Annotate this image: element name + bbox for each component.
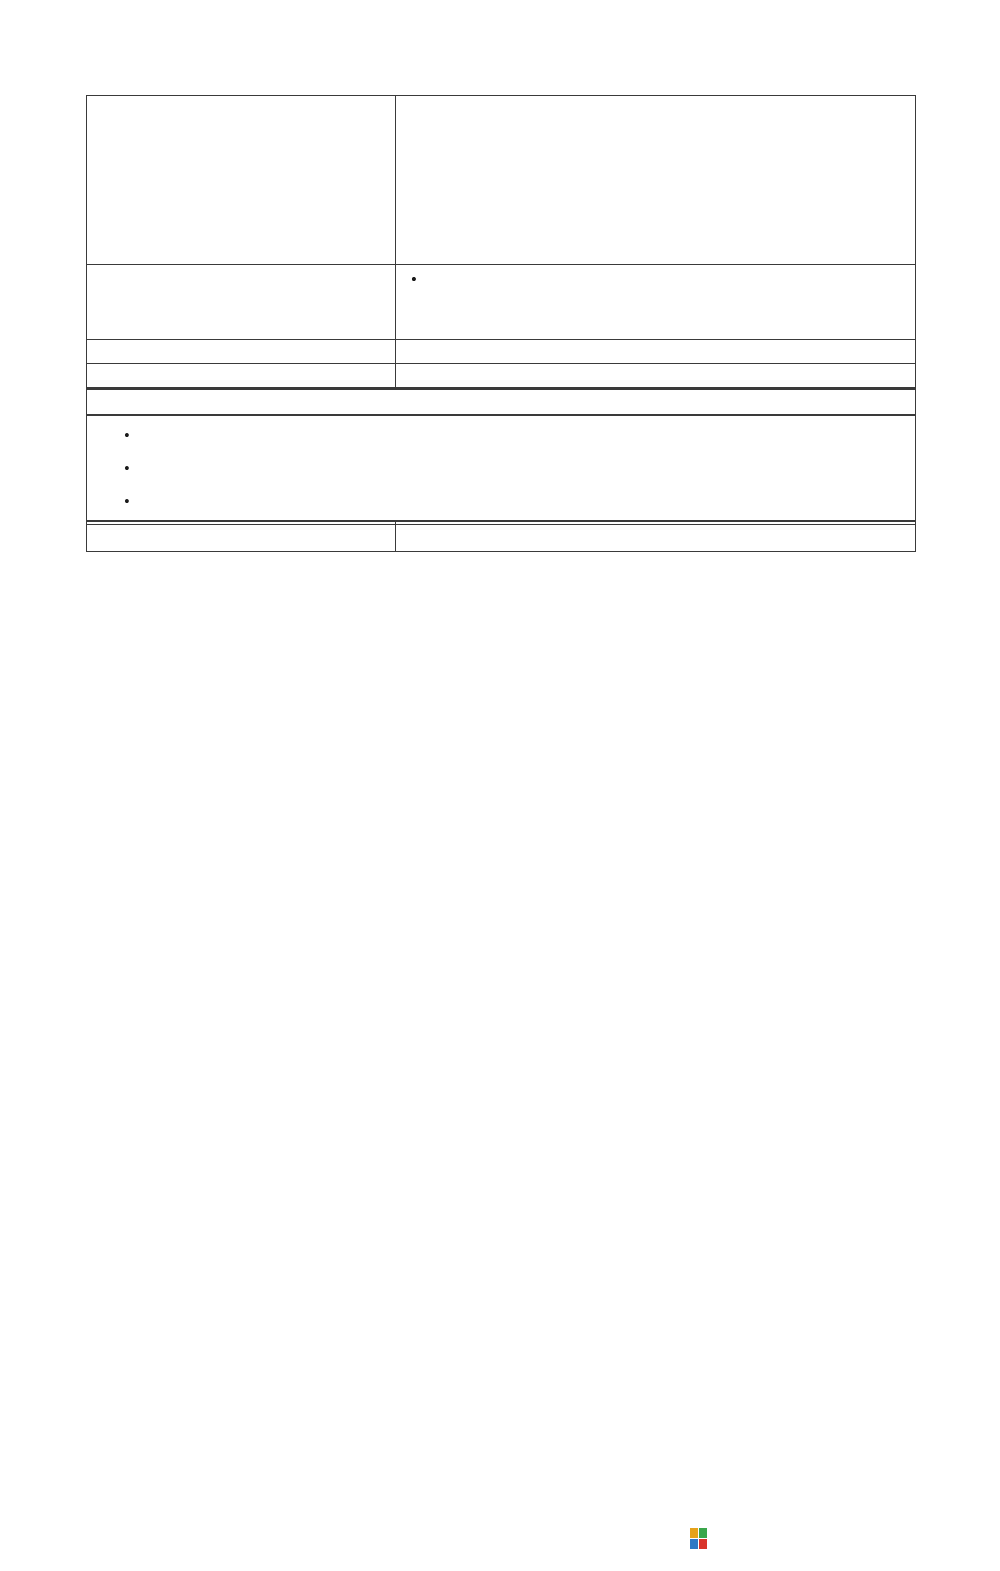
profil-continuation-row — [87, 96, 916, 265]
liveworksheets-logo-icon — [690, 1528, 708, 1550]
pertanyaan-row — [87, 416, 916, 521]
sarana-row — [87, 265, 916, 340]
model-row — [87, 364, 916, 388]
liveworksheets-watermark — [690, 1528, 711, 1550]
target-row — [87, 340, 916, 364]
model-value — [396, 364, 916, 388]
pertanyaan-item — [95, 424, 907, 457]
inti-row — [87, 525, 916, 552]
pertanyaan-item — [95, 457, 907, 490]
tujuan-content-row — [87, 390, 916, 415]
lesson-plan-table — [86, 95, 916, 552]
target-value — [396, 340, 916, 364]
inti-label — [87, 525, 396, 552]
pertanyaan-item — [95, 490, 907, 514]
pertanyaan-list — [95, 424, 907, 514]
